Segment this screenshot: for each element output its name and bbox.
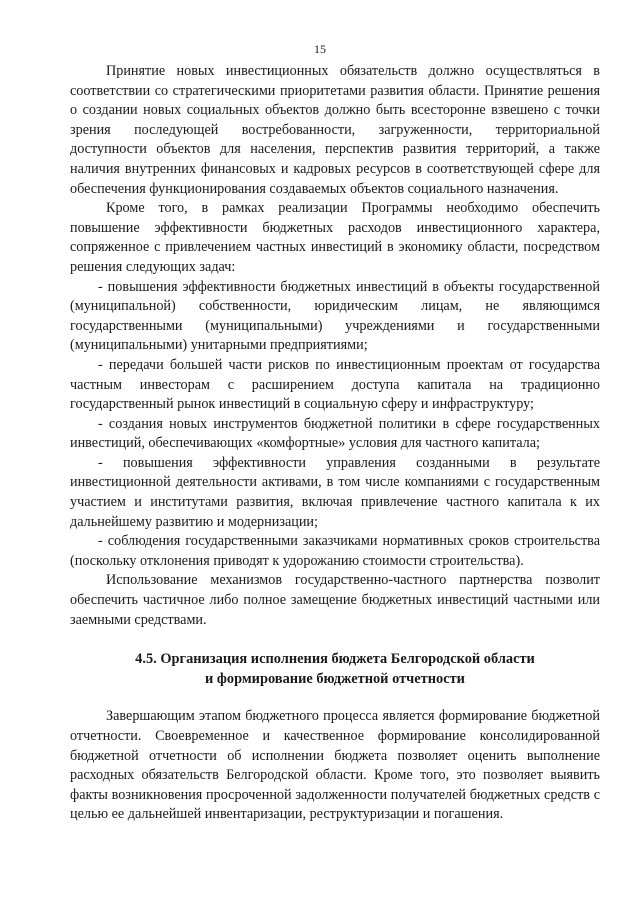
section-text-after <box>70 707 600 825</box>
document-body <box>70 62 600 825</box>
paragraph: Кроме того, в рамках реализации Программы необходимо обеспечить повышение эффективности бюджетных расходов инвестиционного характера, сопряженное с привлечением частных инвестиций в экономику области, посредством решения следующих задач: <box>70 200 600 275</box>
list-item: - повышения эффективности бюджетных инвестиций в объекты государственной (муниципальной) собственности, юридическим лицам, не являющимся государственными (муниципальными) учреждениями и государственными (муниципальными) унитарными предприятиями; <box>70 278 600 354</box>
paragraph: Завершающим этапом бюджетного процесса является формирование бюджетной отчетности. Своевременное и качественное формирование консолидированной бюджетной отчетности об исполнении бюджета позволяет оценить выполнение расходных обязательств Белгородской области. Кроме того, это позволяет выявить факты возникновения просроченной задолженности получателей бюджетных средств с целью ее дальнейшей инвентаризации, реструктуризации и погашения. <box>70 708 600 823</box>
paragraph: Принятие новых инвестиционных обязательств должно осуществляться в соответствии со стратегическими приоритетами развития области. Принятие решения о создании новых социальных объектов должно быть всесторонне взвешено с точки зрения последующей востребованности, загруженности, территориальной доступности объектов для населения, перспектив развития территорий, а также наличия внутренних финансовых и кадровых ресурсов в соответствующей сфере для обеспечения функционирования создаваемых объектов социального назначения. <box>70 63 600 197</box>
list-item: - повышения эффективности управления созданными в результате инвестиционной деятельности активами, в том числе компаниями с государственным участием и институтами развития, включая привлечение частного капитала к их дальнейшему развитию и модернизации; <box>70 454 600 530</box>
section-heading-line-1: 4.5. Организация исполнения бюджета Белгородской области <box>135 651 535 668</box>
section-heading <box>70 650 600 689</box>
list-item: - соблюдения государственными заказчиками нормативных сроков строительства (поскольку отклонения приводят к удорожанию стоимости строительства). <box>70 533 600 569</box>
section-text-before <box>70 62 600 630</box>
section-heading-line-2: и формирование бюджетной отчетности <box>205 670 465 687</box>
list-item: - передачи большей части рисков по инвестиционным проектам от государства частным инвесторам с расширением доступа капитала на традиционно государственный рынок инвестиций в социальную сферу и инфраструктуру; <box>70 356 600 413</box>
list-item: - создания новых инструментов бюджетной политики в сфере государственных инвестиций, обеспечивающих «комфортные» условия для частного капитала; <box>70 415 600 452</box>
paragraph: Использование механизмов государственно-частного партнерства позволит обеспечить частичное либо полное замещение бюджетных инвестиций частными или заемными средствами. <box>70 572 600 628</box>
page-number: 15 <box>314 42 326 56</box>
